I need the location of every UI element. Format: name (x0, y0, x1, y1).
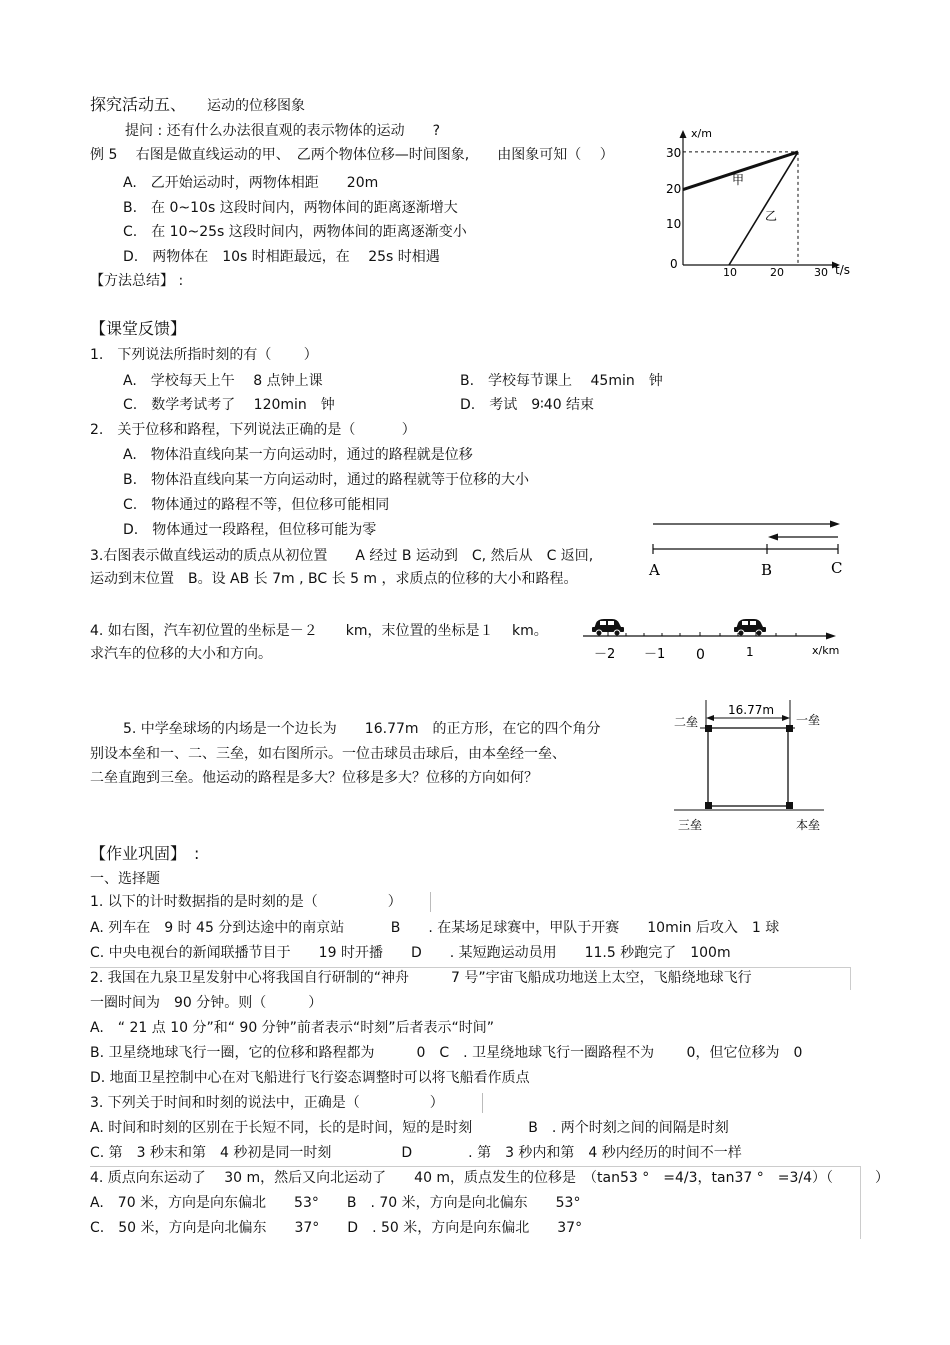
series-label-yi: 乙 (765, 209, 778, 223)
homework-q2-line1: 2. 我国在九泉卫星发射中心将我国自行研制的“神舟 7 号”宇宙飞船成功地送上太空，飞船绕地球飞行 (90, 970, 752, 986)
homework-q4-options-cd: C. 50 米，方向是向北偏东 37° D . 50 米，方向是向东偏北 37° (90, 1220, 583, 1236)
feedback-q1-option-a: A. 学校每天上午 8 点钟上课 (123, 373, 323, 389)
number-line-arrow (826, 633, 836, 640)
y-tick-10: 10 (666, 217, 682, 231)
second-base-label: 二垒 (674, 715, 699, 729)
homework-section-label: 一、选择题 (90, 871, 160, 887)
y-tick-20: 20 (666, 182, 682, 196)
car-end-icon (734, 619, 766, 636)
section-title: 探究活动五、 (90, 95, 187, 114)
example-option-c: C. 在 10~25s 这段时间内，两物体间的距离逐渐变小 (123, 224, 467, 240)
feedback-title: 【课堂反馈】 (90, 319, 187, 338)
home-plate-label: 本垒 (796, 818, 821, 832)
series-label-jia: 甲 (732, 173, 745, 187)
question-text: 提问 : 还有什么办法很直观的表示物体的运动 ? (125, 123, 441, 139)
side-length-label: 16.77m (728, 703, 775, 717)
feedback-q1-option-b: B. 学校每节课上 45min 钟 (460, 373, 663, 389)
feedback-q2-option-b: B. 物体沿直线向某一方向运动时，通过的路程就等于位移的大小 (123, 472, 530, 488)
abc-motion-diagram (645, 515, 850, 585)
return-arrow-head (768, 534, 778, 541)
car-number-line (578, 612, 843, 662)
homework-q2-option-a: A. “ 21 点 10 分”和“ 90 分钟”前者表示“时刻”后者表示“时间” (90, 1020, 494, 1036)
homework-q2-option-d: D. 地面卫星控制中心在对飞船进行飞行姿态调整时可以将飞船看作质点 (90, 1070, 530, 1086)
home-plate-marker (786, 802, 793, 809)
homework-q3-options-cd: C. 第 3 秒末和第 4 秒初是同一时刻 D . 第 3 秒内和第 4 秒内经历的时间不一样 (90, 1145, 742, 1161)
series-line-yi (729, 152, 798, 265)
homework-q2-options-bc: B. 卫星绕地球飞行一圈，它的位移和路程都为 0 C . 卫星绕地球飞行一圈路程不为 0，但它位移为 0 (90, 1045, 803, 1061)
example-option-a: A. 乙开始运动时，两物体相距 20m (123, 175, 379, 191)
y-axis-label: x/m (691, 127, 712, 140)
tick-label-neg2: －2 (594, 647, 616, 662)
homework-q1-stem: 1. 以下的计时数据指的是时刻的是（ ） (90, 894, 402, 910)
infield-square (708, 728, 788, 806)
homework-q1-options-ab: A. 列车在 9 时 45 分到达途中的南京站 B . 在某场足球赛中，甲队于开赛 10min 后攻入 1 球 (90, 920, 780, 936)
homework-q4-stem: 4. 质点向东运动了 30 m，然后又向北运动了 40 m，质点发生的位移是 （tan53 ° =4/3，tan37 ° =3/4）（ ） (90, 1170, 889, 1186)
feedback-q3-line1: 3.右图表示做直线运动的质点从初位置 A 经过 B 运动到 C, 然后从 C 返回, (90, 548, 594, 564)
y-axis-arrow (680, 130, 687, 138)
point-c-label: C (831, 559, 843, 577)
feedback-q1-stem: 1. 下列说法所指时刻的有（ ） (90, 347, 318, 363)
feedback-q2-option-c: C. 物体通过的路程不等，但位移可能相同 (123, 497, 390, 513)
feedback-q5-line3: 二垒直跑到三垒。他运动的路程是多大？位移是多大？位移的方向如何？ (90, 770, 538, 786)
forward-arrow-head (830, 521, 840, 528)
section-subtitle: 运动的位移图象 (207, 98, 305, 114)
x-tick-20: 20 (770, 266, 784, 279)
tick-label-neg1: －1 (644, 647, 666, 662)
homework-q3-options-ab: A. 时间和时刻的区别在于长短不同，长的是时间，短的是时刻 B . 两个时刻之间的间隔是时刻 (90, 1120, 729, 1136)
feedback-q5-line2: 别设本垒和一、二、三垒，如右图所示。一位击球员击球后，由本垒经一垒、 (90, 746, 566, 762)
method-summary: 【方法总结】 : (90, 273, 184, 289)
homework-q3-stem: 3. 下列关于时间和时刻的说法中，正确是（ ） (90, 1095, 444, 1111)
feedback-q3-line2: 运动到末位置 B。设 AB 长 7m , BC 长 5 m ，求质点的位移的大小和路程。 (90, 571, 578, 587)
x-axis-label: t/s (835, 263, 850, 277)
tick-label-0: 0 (696, 647, 705, 663)
displacement-time-chart (650, 120, 860, 285)
feedback-q5-line1: 5. 中学垒球场的内场是一个边长为 16.77m 的正方形，在它的四个角分 (123, 721, 601, 737)
baseball-field-diagram (670, 700, 830, 835)
feedback-q4-line1: 4. 如右图，汽车初位置的坐标是－２ km，末位置的坐标是１ km。 (90, 623, 548, 639)
y-tick-0: 0 (670, 257, 678, 271)
dimension-arrow-left (706, 715, 714, 721)
feedback-q4-line2: 求汽车的位移的大小和方向。 (90, 646, 272, 662)
point-b-label: B (761, 561, 773, 579)
example-option-b: B. 在 0~10s 这段时间内，两物体间的距离逐渐增大 (123, 200, 458, 216)
point-a-label: A (649, 561, 660, 579)
third-base-label: 三垒 (678, 818, 703, 832)
homework-q1-options-cd: C. 中央电视台的新闻联播节目于 19 时开播 D . 某短跑运动员用 11.5 秒跑完了 100m (90, 945, 731, 961)
y-tick-30: 30 (666, 146, 682, 160)
homework-title: 【作业巩固】 : (90, 844, 200, 863)
first-base-label: 一垒 (796, 713, 821, 727)
dimension-arrow-right (782, 715, 790, 721)
x-tick-10: 10 (723, 266, 737, 279)
feedback-q2-option-a: A. 物体沿直线向某一方向运动时，通过的路程就是位移 (123, 447, 473, 463)
tick-label-1: 1 (746, 645, 754, 659)
first-base-marker (786, 725, 793, 732)
feedback-q1-option-d: D. 考试 9∶40 结束 (460, 397, 595, 413)
homework-q4-options-ab: A. 70 米，方向是向东偏北 53° B . 70 米，方向是向北偏东 53° (90, 1195, 581, 1211)
x-tick-30: 30 (814, 266, 828, 279)
example-stem: 例 5 右图是做直线运动的甲、 乙两个物体位移—时间图象, 由图象可知（ ） (90, 147, 614, 163)
third-base-marker (705, 802, 712, 809)
homework-q2-line2: 一圈时间为 90 分钟。则（ ） (90, 995, 323, 1011)
feedback-q1-option-c: C. 数学考试考了 120min 钟 (123, 397, 335, 413)
second-base-marker (705, 725, 712, 732)
feedback-q2-option-d: D. 物体通过一段路程，但位移可能为零 (123, 522, 377, 538)
example-option-d: D. 两物体在 10s 时相距最远，在 25s 时相遇 (123, 249, 440, 265)
answer-box-divider (482, 1093, 483, 1113)
feedback-q2-stem: 2. 关于位移和路程，下列说法正确的是（ ） (90, 422, 416, 438)
number-line-unit: x/km (812, 644, 840, 657)
answer-box-divider (430, 892, 431, 912)
